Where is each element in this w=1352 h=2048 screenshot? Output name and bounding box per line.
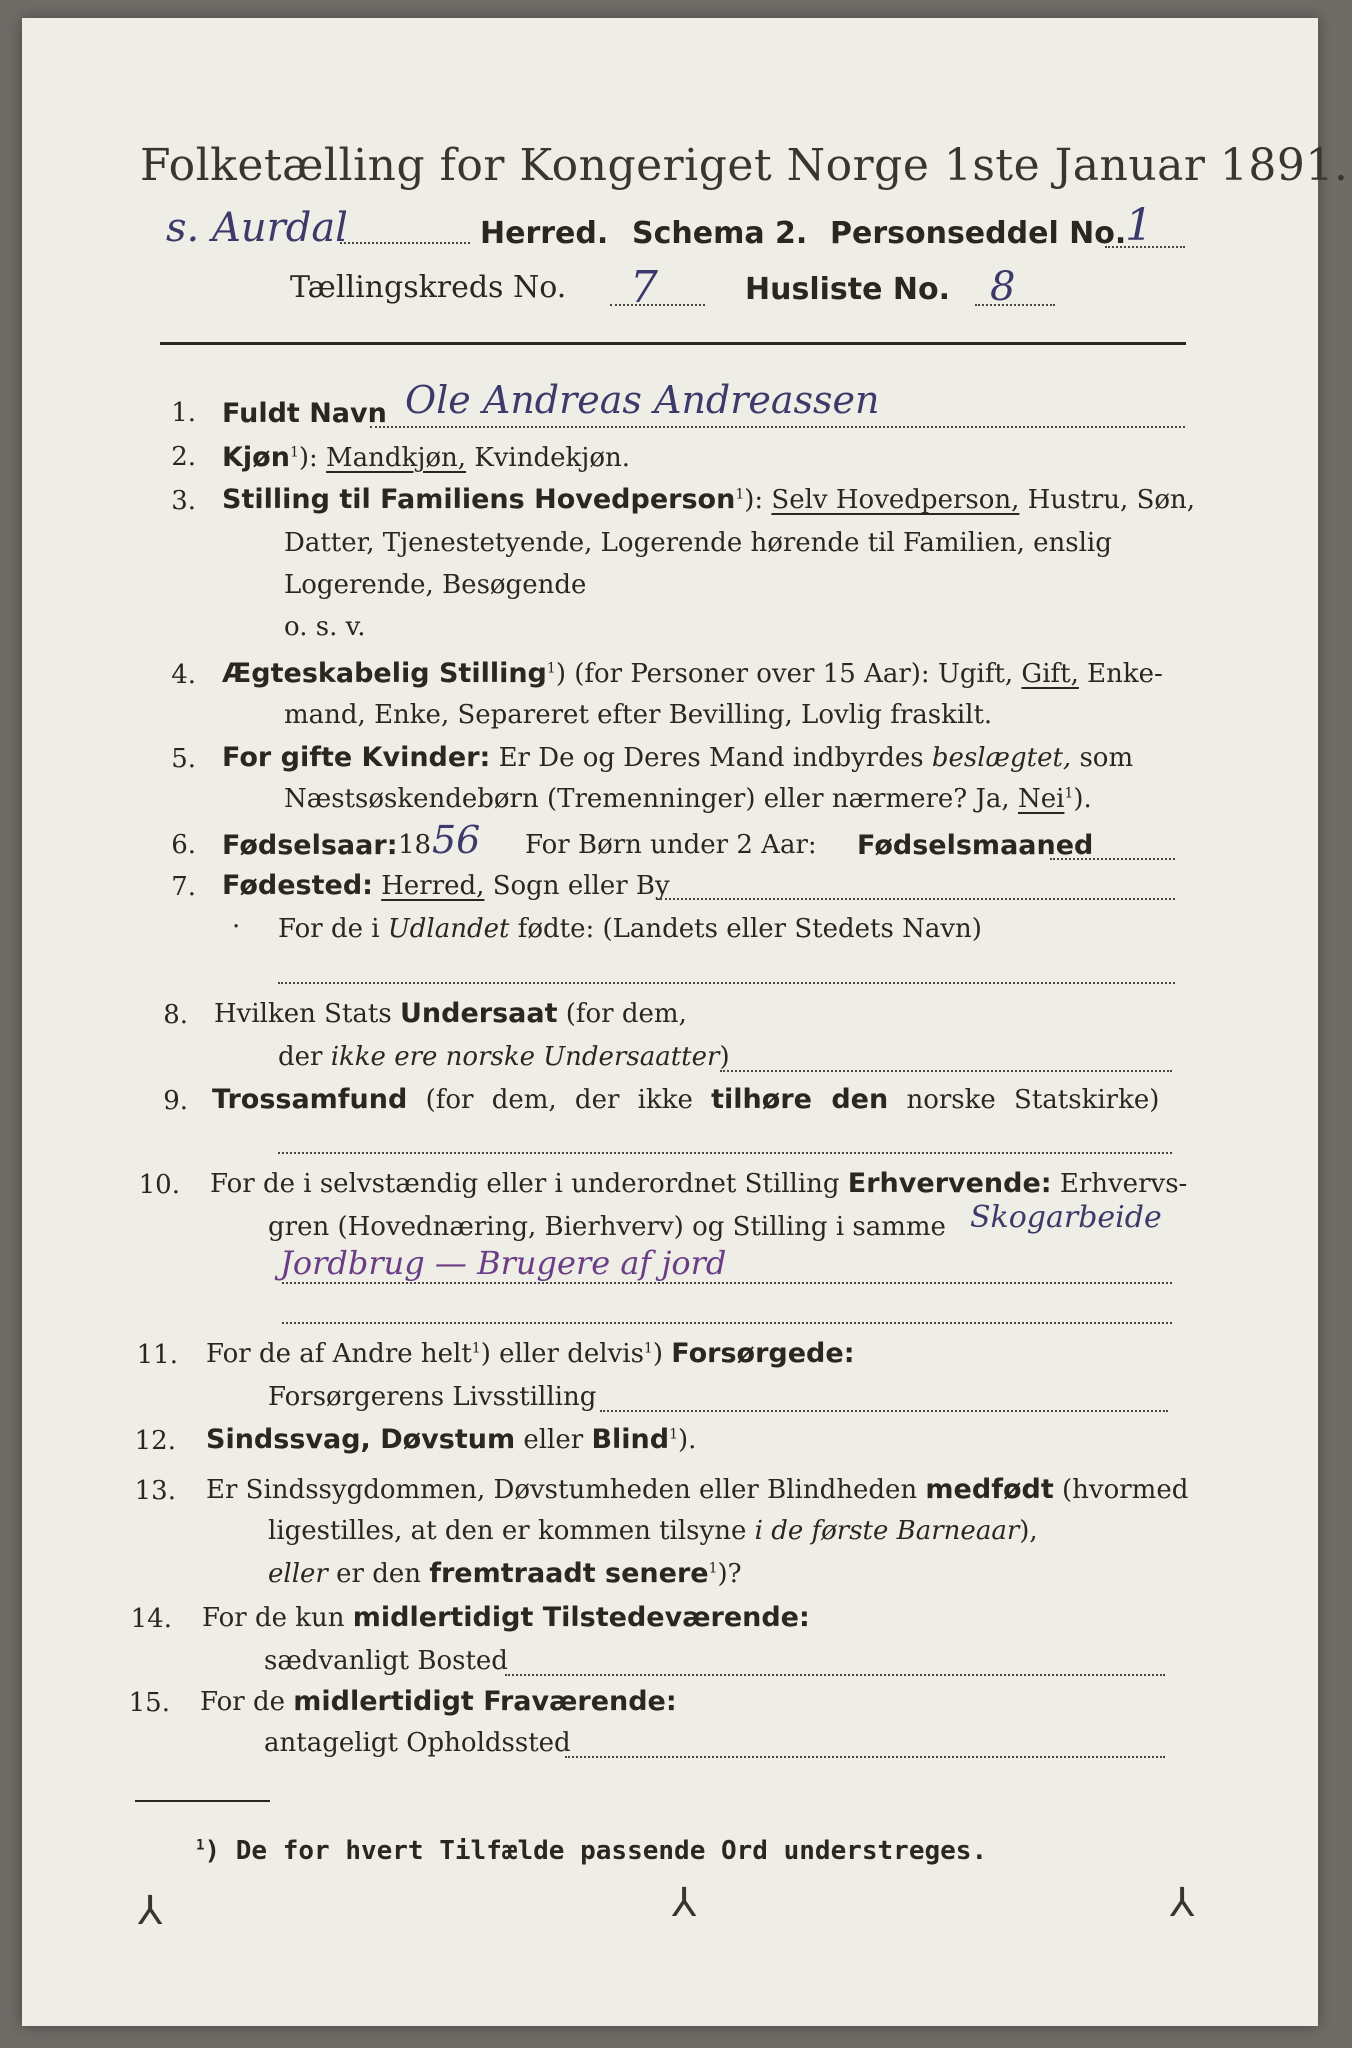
item14-line1: For de kun midlertidigt Tilstedeværende: — [202, 1602, 810, 1633]
item14-line2: sædvanligt Bosted — [264, 1646, 508, 1676]
item11-dotline — [600, 1410, 1168, 1412]
item-number: 7. — [171, 872, 196, 902]
item1-dotline — [370, 426, 1185, 428]
item2-text: Kjøn$^1$): Mandkjøn, Kvindekjøn. — [222, 442, 630, 473]
footnote: $^1$) De for hvert Tilfælde passende Ord understreges. — [196, 1836, 988, 1866]
item-number: 6. — [171, 830, 196, 860]
item-number: 13. — [134, 1476, 176, 1506]
item-number: 1. — [171, 398, 196, 428]
item3-line1: Stilling til Familiens Hovedperson$^1$): Selv Hovedperson, Hustru, Søn, — [222, 484, 1196, 515]
birth-year-prefix: 18 — [398, 830, 432, 860]
item6-dotline — [1050, 858, 1175, 860]
corner-mark-center: ⅄ — [672, 1880, 697, 1926]
item-number: 11. — [136, 1340, 178, 1370]
selected-option: Nei — [1017, 784, 1065, 814]
item12-line1: Sindssvag, Døvstum eller Blind$^1$). — [206, 1424, 697, 1455]
occupation-value-1: Skogarbeide — [970, 1200, 1162, 1235]
item10-dotline2 — [282, 1322, 1172, 1324]
item5-line1: For gifte Kvinder: Er De og Deres Mand indbyrdes beslægtet, som — [222, 742, 1134, 773]
item-number: 5. — [171, 744, 196, 774]
item9-line1: Trossamfund (for dem, der ikke tilhøre den norske Statskirke) — [212, 1084, 1160, 1115]
kreds-dotline — [610, 304, 705, 306]
item7-dotline — [660, 898, 1175, 900]
selected-option: Gift, — [1021, 659, 1079, 689]
item-number: 14. — [130, 1604, 172, 1634]
birth-year-value: 56 — [432, 818, 481, 862]
item3-line3: Logerende, Besøgende — [284, 570, 587, 600]
footnote-rule — [135, 1800, 270, 1802]
selected-option: Selv Hovedperson, — [771, 485, 1020, 515]
item3-line2: Datter, Tjenestetyende, Logerende hørende til Familien, enslig — [284, 528, 1112, 558]
item1-label: Fuldt Navn — [222, 398, 387, 429]
item15-dotline — [565, 1756, 1165, 1758]
item11-line1: For de af Andre helt$^1$) eller delvis$^1$) Forsørgede: — [206, 1338, 855, 1369]
selected-option: Herred, — [381, 871, 485, 901]
item8-line2: der ikke ere norske Undersaatter) — [278, 1042, 730, 1072]
item-number: 8. — [163, 1000, 188, 1030]
item13-line3: eller er den fremtraadt senere$^1$)? — [268, 1558, 742, 1589]
full-name-value: Ole Andreas Andreassen — [405, 378, 880, 422]
item6-text: For Børn under 2 Aar: — [525, 830, 817, 860]
item8-line1: Hvilken Stats Undersaat (for dem, — [214, 998, 687, 1029]
personseddel-dotline — [1105, 246, 1185, 248]
item-number: 9. — [163, 1086, 188, 1116]
item-number: 2. — [171, 442, 196, 472]
husliste-dotline — [975, 304, 1055, 306]
item-number: 3. — [171, 486, 196, 516]
item10-line2: gren (Hovednæring, Bierhverv) og Stilling i samme — [268, 1212, 946, 1242]
item14-dotline — [505, 1674, 1165, 1676]
item13-line2: ligestilles, at den er kommen tilsyne i de første Barneaar), — [268, 1516, 1038, 1546]
item10-dotline — [282, 1282, 1172, 1284]
herred-label: Herred. — [480, 216, 609, 251]
item7-dotline2 — [278, 982, 1175, 984]
schema-label: Schema 2. — [632, 216, 808, 251]
item-number: 4. — [171, 660, 196, 690]
item4-line2: mand, Enke, Separeret efter Bevilling, Lovlig fraskilt. — [284, 700, 993, 730]
personseddel-label: Personseddel No. — [830, 216, 1127, 251]
item8-dotline — [720, 1070, 1172, 1072]
item7-line2: For de i Udlandet fødte: (Landets eller Stedets Navn) — [278, 914, 982, 944]
item15-line2: antageligt Opholdssted — [264, 1728, 571, 1758]
item10-line1: For de i selvstændig eller i underordnet Stilling Erhvervende: Erhvervs- — [210, 1168, 1188, 1199]
husliste-label: Husliste No. — [745, 272, 950, 307]
item3-line4: o. s. v. — [284, 612, 366, 642]
item-number: 12. — [134, 1426, 176, 1456]
corner-mark-right: ⅄ — [1170, 1880, 1195, 1926]
herred-value: s. Aurdal — [166, 205, 348, 251]
item6-label: Fødselsaar: — [222, 830, 398, 861]
bullet: · — [232, 912, 241, 942]
husliste-value: 8 — [990, 264, 1016, 310]
selected-option: Mandkjøn, — [326, 443, 467, 473]
personseddel-value: 1 — [1125, 200, 1153, 251]
item4-line1: Ægteskabelig Stilling$^1$) (for Personer over 15 Aar): Ugift, Gift, Enke- — [222, 658, 1163, 689]
kreds-label: Tællingskreds No. — [290, 270, 567, 305]
occupation-value-2: Jordbrug — Brugere af jord — [280, 1244, 727, 1282]
herred-dotline — [340, 242, 470, 244]
item-number: 15. — [128, 1688, 170, 1718]
form-title: Folketælling for Kongeriget Norge 1ste Januar 1891. — [140, 140, 1349, 191]
item15-line1: For de midlertidigt Fraværende: — [200, 1686, 677, 1717]
corner-mark-left: ⅄ — [138, 1888, 163, 1934]
item13-line1: Er Sindssygdommen, Døvstumheden eller Blindheden medfødt (hvormed — [206, 1474, 1189, 1505]
item-number: 10. — [138, 1170, 180, 1200]
header-rule — [160, 342, 1186, 345]
kreds-value: 7 — [630, 262, 658, 313]
item5-line2: Næstsøskendebørn (Tremenninger) eller nærmere? Ja, Nei$^1$). — [284, 784, 1092, 814]
item9-dotline — [278, 1152, 1172, 1154]
item7-line1: Fødested: Herred, Sogn eller By — [222, 870, 670, 901]
item6-label2: Fødselsmaaned — [857, 830, 1094, 861]
item11-line2: Forsørgerens Livsstilling — [268, 1382, 597, 1412]
